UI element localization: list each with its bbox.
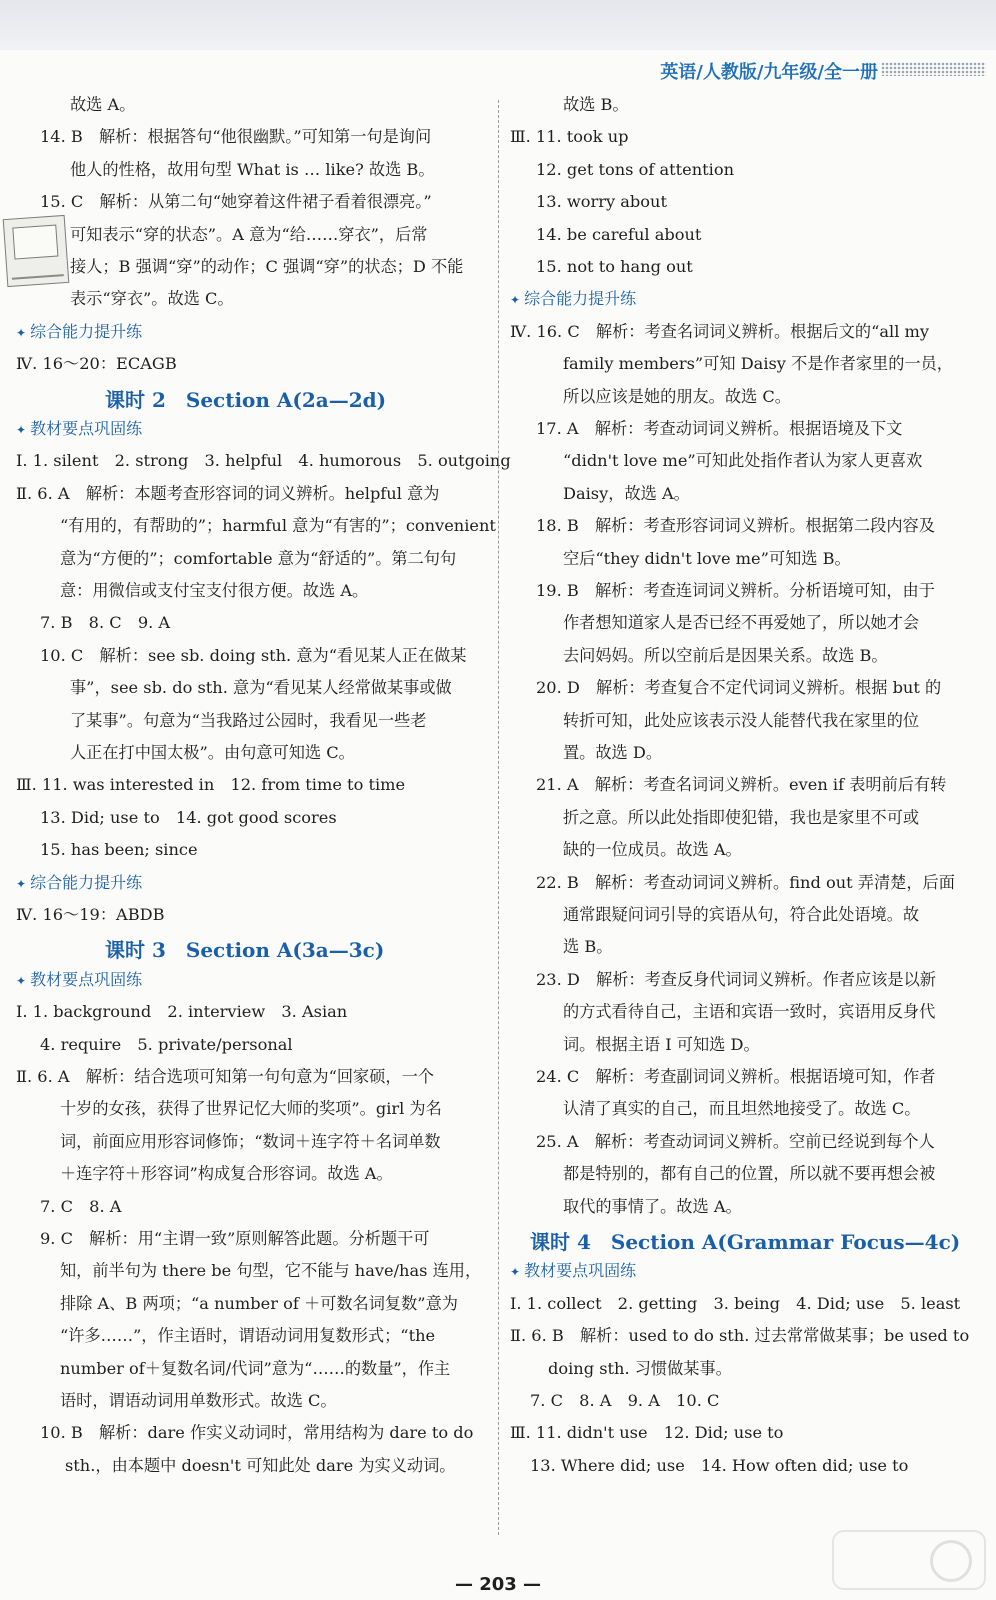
answer-line: 22. B 解析：考查动词词义辨析。find out 弄清楚，后面 <box>536 872 955 892</box>
answer-line: 折之意。所以此处指即使犯错，我也是家里不可或 <box>563 807 920 827</box>
answer-line: ＋连字符＋形容词”构成复合形容词。故选 A。 <box>60 1164 393 1184</box>
answer-line: 7. B 8. C 9. A <box>40 613 171 633</box>
answer-line: “有用的，有帮助的”；harmful 意为“有害的”；convenient <box>60 516 496 536</box>
answer-line: sth.，由本题中 doesn't 可知此处 dare 为实义动词。 <box>65 1455 456 1475</box>
top-decorative-band <box>0 0 996 50</box>
homework-stamp-logo <box>3 215 70 287</box>
answer-line: “许多……”，作主语时，谓语动词用复数形式；“the <box>60 1326 436 1346</box>
answer-line: 20. D 解析：考查复合不定代词词义辨析。根据 but 的 <box>536 678 942 698</box>
section-heading: ✦ 综合能力提升练 <box>16 322 142 343</box>
answer-line: Ⅳ. 16. C 解析：考查名词词义辨析。根据后文的“all my <box>510 321 930 341</box>
answer-line: 排除 A、B 两项；“a number of ＋可数名词复数”意为 <box>60 1293 458 1313</box>
watermark-ring <box>930 1540 972 1582</box>
answer-line: 21. A 解析：考查名词词义辨析。even if 表明前后有转 <box>536 775 947 795</box>
answer-line: “didn't love me”可知此处指作者认为家人更喜欢 <box>563 451 923 471</box>
answer-line: 19. B 解析：考查连词词义辨析。分析语境可知，由于 <box>536 581 935 600</box>
answer-line: 18. B 解析：考查形容词词义辨析。根据第二段内容及 <box>536 516 935 536</box>
answer-line: 15. has been; since <box>40 840 198 860</box>
answer-line: 通常跟疑问词引导的宾语从句，符合此处语境。故 <box>563 905 920 924</box>
answer-line: family members”可知 Daisy 不是作者家里的一员， <box>563 354 953 374</box>
lesson-heading: 课时 3 Section A(3a—3c) <box>105 938 385 963</box>
stamp-inner-box <box>12 225 58 260</box>
answer-line: 9. C 解析：用“主谓一致”原则解答此题。分析题干可 <box>40 1229 430 1248</box>
section-heading: ✦ 综合能力提升练 <box>16 873 142 894</box>
answer-line: 7. C 8. A <box>40 1196 122 1216</box>
answer-line: 表示“穿衣”。故选 C。 <box>70 289 234 309</box>
answer-line: 置。故选 D。 <box>563 743 663 762</box>
answer-line: 去问妈妈。所以空前后是因果关系。故选 B。 <box>563 645 888 665</box>
stamp-underline <box>12 274 64 280</box>
answer-line: Ⅲ. 11. didn't use 12. Did; use to <box>510 1423 784 1443</box>
answer-line: Ⅰ. 1. background 2. interview 3. Asian <box>16 1002 348 1022</box>
answer-line: 都是特别的，都有自己的位置，所以就不要再想会被 <box>563 1164 936 1184</box>
answer-line: 15. not to hang out <box>536 257 693 276</box>
answer-line: 13. Did; use to 14. got good scores <box>40 807 337 827</box>
column-divider <box>498 100 499 1535</box>
answer-line: 认清了真实的自己，而且坦然地接受了。故选 C。 <box>563 1099 921 1119</box>
answer-line: 13. worry about <box>536 192 667 212</box>
answer-line: Daisy，故选 A。 <box>563 483 690 503</box>
answer-line: 4. require 5. private/personal <box>40 1034 293 1054</box>
answer-line: 的方式看待自己，主语和宾语一致时，宾语用反身代 <box>563 1002 936 1022</box>
lesson-heading: 课时 2 Section A(2a—2d) <box>105 387 387 412</box>
answer-line: 23. D 解析：考查反身代词词义辨析。作者应该是以新 <box>536 969 936 989</box>
answer-line: Ⅳ. 16～19：ABDB <box>16 905 165 924</box>
answer-line: 意：用微信或支付宝支付很方便。故选 A。 <box>60 581 369 600</box>
answer-line: 词，前面应用形容词修饰；“数词＋连字符＋名词单数 <box>60 1131 441 1151</box>
answer-line: 取代的事情了。故选 A。 <box>563 1196 742 1216</box>
answer-line: Ⅱ. 6. A 解析：本题考查形容词的词义辨析。helpful 意为 <box>16 483 440 503</box>
answer-line: number of＋复数名词/代词”意为“……的数量”，作主 <box>60 1358 451 1378</box>
answer-line: 可知表示“穿的状态”。A 意为“给……穿衣”，后常 <box>70 224 428 244</box>
running-header: 英语/人教版/九年级/全一册 <box>660 62 878 83</box>
answer-line: 意为“方便的”；comfortable 意为“舒适的”。第二句句 <box>60 548 457 568</box>
answer-line: 词。根据主语 I 可知选 D。 <box>563 1034 760 1054</box>
answer-line: 空后“they didn't love me”可知选 B。 <box>563 548 851 568</box>
answer-line: 25. A 解析：考查动词词义辨析。空前已经说到每个人 <box>536 1131 935 1151</box>
answer-line: 接人；B 强调“穿”的动作；C 强调“穿”的状态；D 不能 <box>70 257 464 276</box>
answer-line: 了某事”。句意为“当我路过公园时，我看见一些老 <box>70 710 427 730</box>
answer-line: 事”，see sb. do sth. 意为“看见某人经常做某事或做 <box>70 678 452 698</box>
section-heading: ✦ 教材要点巩固练 <box>16 419 142 440</box>
answer-line: Ⅲ. 11. took up <box>510 127 629 147</box>
answer-line: Ⅰ. 1. collect 2. getting 3. being 4. Did; use 5. least <box>510 1293 961 1313</box>
answer-line: 缺的一位成员。故选 A。 <box>563 840 742 860</box>
section-heading: ✦ 综合能力提升练 <box>510 289 636 310</box>
answer-line: 故选 A。 <box>70 95 136 114</box>
section-heading: ✦ 教材要点巩固练 <box>510 1261 636 1282</box>
answer-line: 12. get tons of attention <box>536 159 735 179</box>
answer-line: 14. B 解析：根据答句“他很幽默。”可知第一句是询问 <box>40 127 432 147</box>
corner-watermark <box>832 1530 986 1590</box>
lesson-heading: 课时 4 Section A(Grammar Focus—4c) <box>530 1230 961 1254</box>
answer-line: 他人的性格，故用句型 What is … like? 故选 B。 <box>70 159 435 179</box>
answer-line: Ⅱ. 6. A 解析：结合选项可知第一句句意为“回家硕，一个 <box>16 1067 434 1086</box>
answer-line: 十岁的女孩，获得了世界记忆大师的奖项”。girl 为名 <box>60 1099 442 1119</box>
answer-line: 所以应该是她的朋友。故选 C。 <box>563 386 791 406</box>
answer-line: 转折可知，此处应该表示没人能替代我在家里的位 <box>563 710 920 730</box>
answer-line: 17. A 解析：考查动词词义辨析。根据语境及下文 <box>536 419 903 438</box>
answer-line: 13. Where did; use 14. How often did; use to <box>530 1455 909 1475</box>
answer-line: 知，前半句为 there be 句型，它不能与 have/has 连用， <box>60 1261 482 1281</box>
answer-line: Ⅳ. 16～20：ECAGB <box>16 354 177 374</box>
answer-line: 作者想知道家人是否已经不再爱她了，所以她才会 <box>563 613 920 633</box>
answer-line: doing sth. 习惯做某事。 <box>548 1358 732 1378</box>
section-heading: ✦ 教材要点巩固练 <box>16 970 142 991</box>
header-dot-pattern <box>881 62 986 76</box>
answer-line: 选 B。 <box>563 937 613 957</box>
answer-line: 7. C 8. A 9. A 10. C <box>530 1391 720 1410</box>
answer-line: 24. C 解析：考查副词词义辨析。根据语境可知，作者 <box>536 1067 936 1086</box>
answer-line: 语时，谓语动词用单数形式。故选 C。 <box>60 1391 337 1410</box>
answer-line: 10. C 解析：see sb. doing sth. 意为“看见某人正在做某 <box>40 645 467 665</box>
answer-line: Ⅱ. 6. B 解析：used to do sth. 过去常常做某事；be used to <box>510 1326 970 1346</box>
answer-line: 15. C 解析：从第二句“她穿着这件裙子看着很漂亮。” <box>40 192 432 212</box>
answer-line: Ⅰ. 1. silent 2. strong 3. helpful 4. humorous 5. outgoing <box>16 451 511 471</box>
answer-line: 故选 B。 <box>563 95 629 114</box>
answer-line: 人正在打中国太极”。由句意可知选 C。 <box>70 743 355 762</box>
answer-line: 14. be careful about <box>536 224 702 244</box>
answer-line: 10. B 解析：dare 作实义动词时，常用结构为 dare to do <box>40 1423 474 1443</box>
answer-line: Ⅲ. 11. was interested in 12. from time to time <box>16 775 406 795</box>
page-number: — 203 — <box>454 1574 542 1595</box>
